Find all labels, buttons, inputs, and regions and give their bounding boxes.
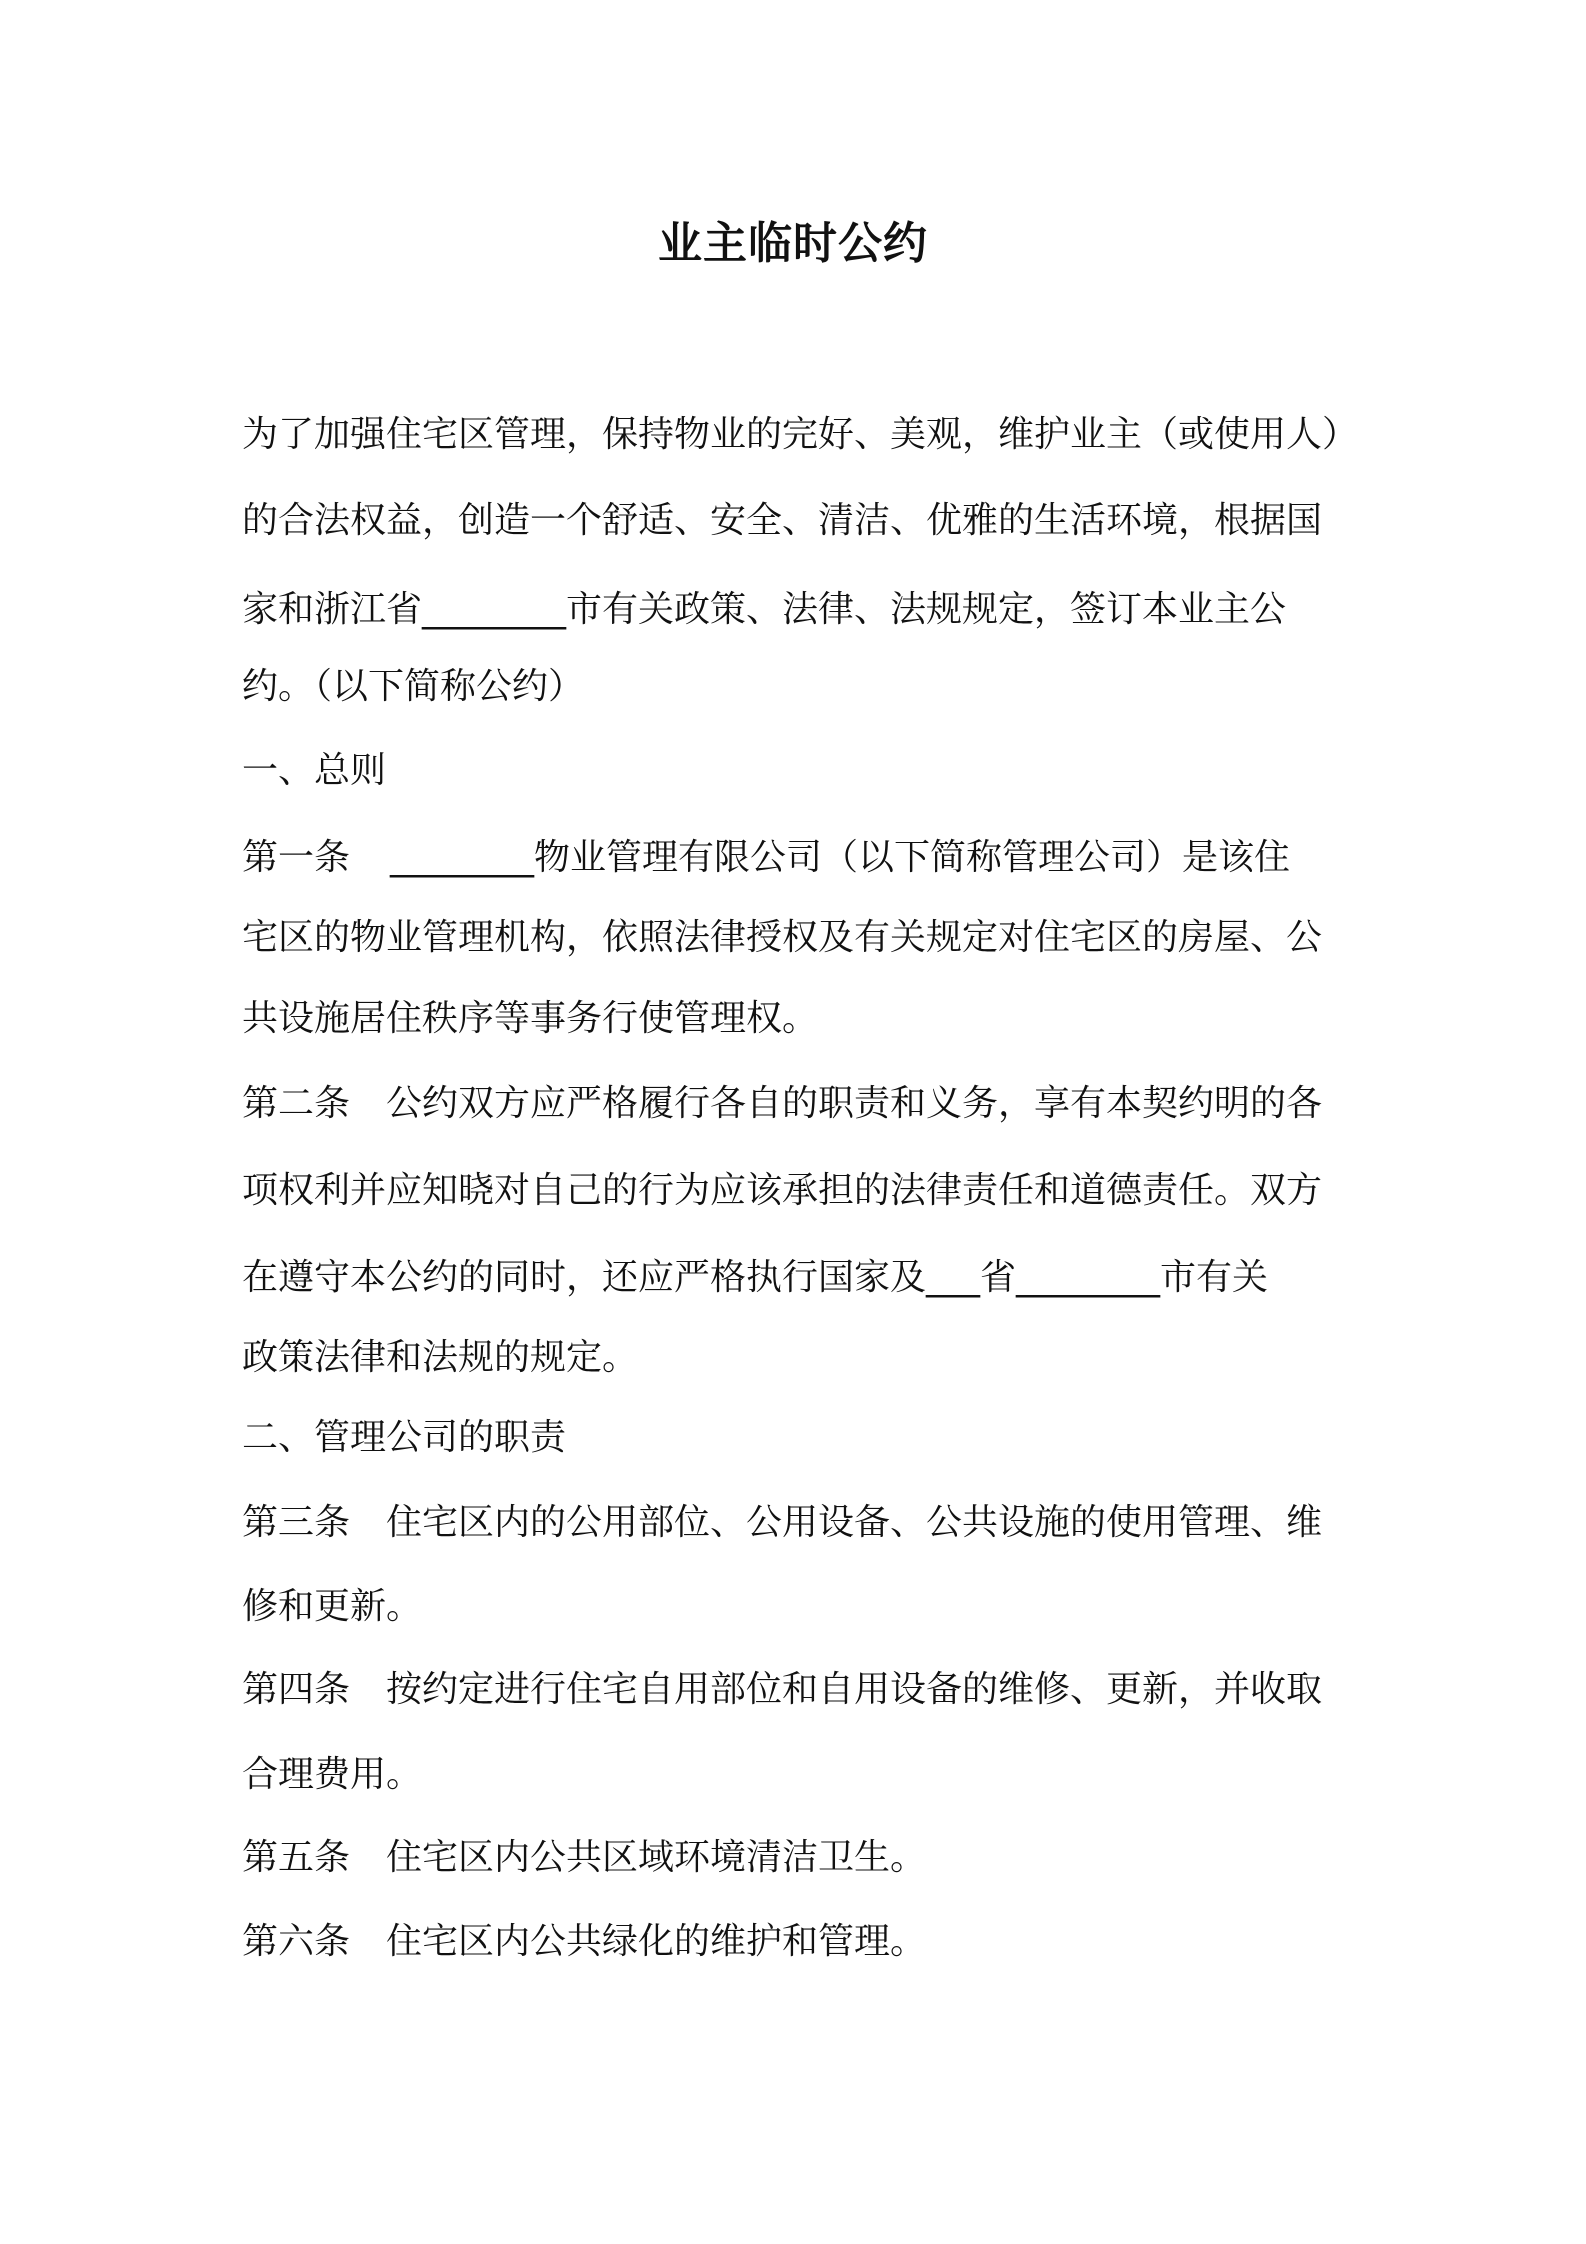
article-2-label: 第二条 xyxy=(242,1083,351,1124)
article-2-line: 在遵守本公约的同时，还应严格执行国家及___省________市有关 xyxy=(242,1257,1269,1298)
preamble-line: 为了加强住宅区管理，保持物业的完好、美观，维护业主（或使用人） xyxy=(242,414,1359,455)
article-3-line: 修和更新。 xyxy=(242,1586,423,1627)
section-heading-general: 一、总则 xyxy=(242,750,387,791)
article-3-text: 住宅区内的公用部位、公用设备、公共设施的使用管理、维 xyxy=(386,1502,1323,1543)
article-5-line xyxy=(242,1833,926,1883)
document-title: 业主临时公约 xyxy=(658,218,928,269)
preamble-line: 约。（以下简称公约） xyxy=(242,666,585,707)
article-2-text: 公约双方应严格履行各自的职责和义务，享有本契约明的各 xyxy=(386,1083,1323,1124)
article-1-line: 共设施居住秩序等事务行使管理权。 xyxy=(242,998,819,1039)
article-4-text: 按约定进行住宅自用部位和自用设备的维修、更新，并收取 xyxy=(386,1669,1323,1710)
article-4-line: 合理费用。 xyxy=(242,1754,423,1795)
article-3-first-line xyxy=(242,1498,1322,1548)
article-2-line: 项权利并应知晓对自己的行为应该承担的法律责任和道德责任。双方 xyxy=(242,1170,1323,1211)
article-4-label: 第四条 xyxy=(242,1669,351,1710)
article-4-first-line xyxy=(242,1665,1322,1715)
article-5-label: 第五条 xyxy=(242,1837,351,1878)
article-2-first-line xyxy=(242,1079,1322,1129)
article-6-line xyxy=(242,1917,926,1967)
article-1-line: 宅区的物业管理机构，依照法律授权及有关规定对住宅区的房屋、公 xyxy=(242,917,1323,958)
article-6-label: 第六条 xyxy=(242,1921,351,1962)
article-1-label: 第一条 xyxy=(242,837,351,878)
article-5-text: 住宅区内公共区域环境清洁卫生。 xyxy=(386,1837,927,1878)
section-heading-management-duties: 二、管理公司的职责 xyxy=(242,1417,567,1458)
preamble-line: 的合法权益，创造一个舒适、安全、清洁、优雅的生活环境，根据国 xyxy=(242,500,1323,541)
article-2-line: 政策法律和法规的规定。 xyxy=(242,1337,639,1378)
article-6-text: 住宅区内公共绿化的维护和管理。 xyxy=(386,1921,927,1962)
preamble-line: 家和浙江省________市有关政策、法律、法规规定，签订本业主公 xyxy=(242,589,1287,630)
article-1-text: ________物业管理有限公司（以下简称管理公司）是该住 xyxy=(390,837,1291,878)
article-1-first-line xyxy=(242,833,1290,883)
article-3-label: 第三条 xyxy=(242,1502,351,1543)
